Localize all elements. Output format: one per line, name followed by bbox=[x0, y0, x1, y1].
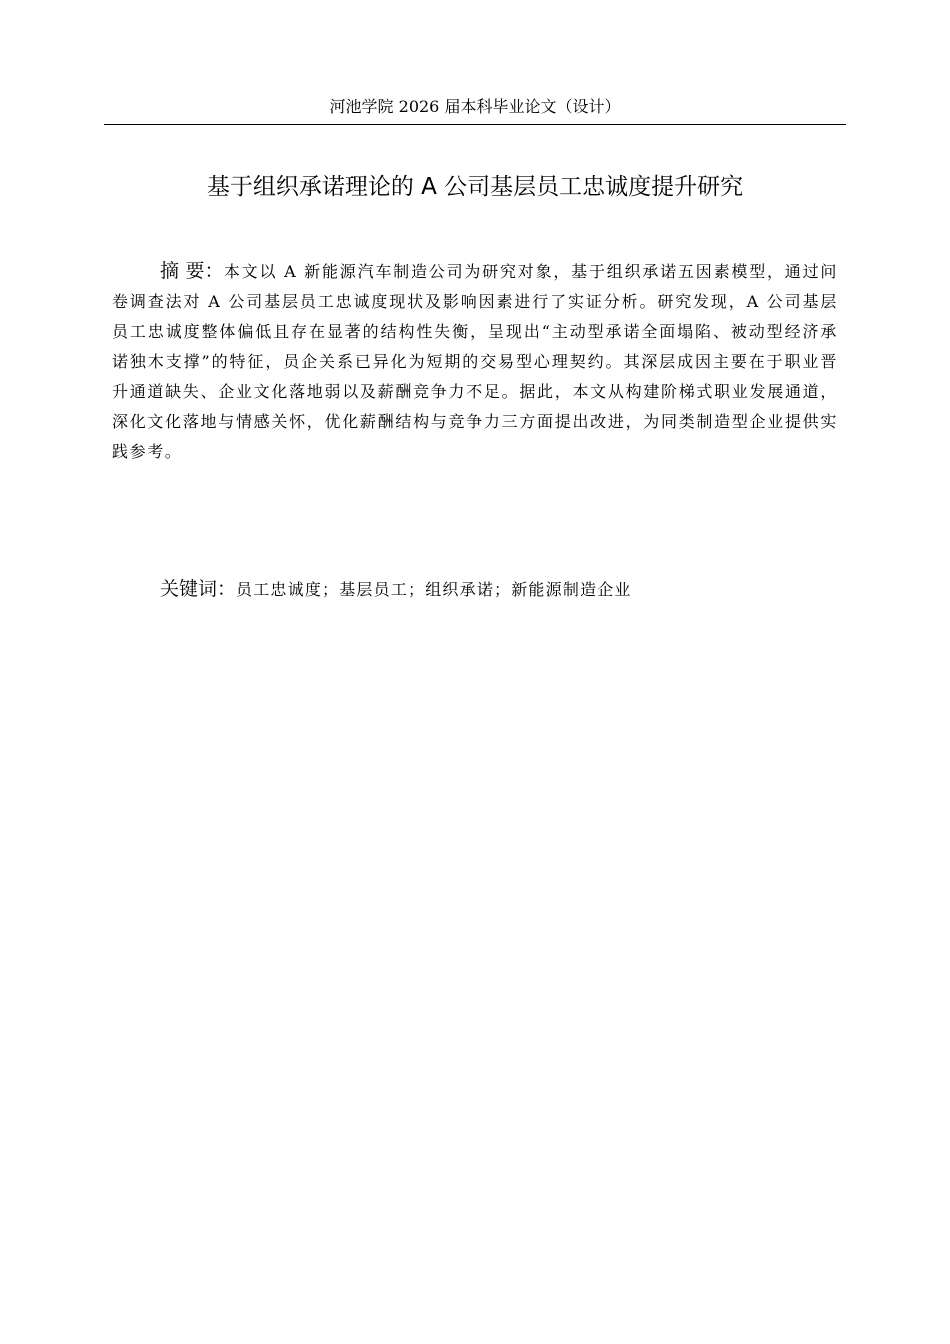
keywords bbox=[160, 574, 840, 605]
page-header: 河池学院 2026 届本科毕业论文（设计） bbox=[329, 97, 621, 116]
keywords-label: 关键词： bbox=[160, 578, 237, 600]
keywords-text: 员工忠诚度；基层员工；组织承诺；新能源制造企业 bbox=[236, 580, 632, 599]
abstract bbox=[112, 256, 838, 467]
abstract-label: 摘 要： bbox=[160, 260, 224, 282]
abstract-text: 本文以 A 新能源汽车制造公司为研究对象，基于组织承诺五因素模型，通过问卷调查法对 A 公司基层员工忠诚度现状及影响因素进行了实证分析。研究发现，A 公司基层员工忠诚度整体偏低且存在显著的结构性失衡，呈现出“主动型承诺全面塌陷、被动型经济承诺独木支撑”的特征，员企关系已异化为短期的交易型心理契约。其深层成因主要在于职业晋升通道缺失、企业文化落地弱以及薪酬竞争力不足。据此，本文从构建阶梯式职业发展通道，深化文化落地与情感关怀，优化薪酬结构与竞争力三方面提出改进，为同类制造型企业提供实践参考。 bbox=[112, 262, 838, 461]
paper-title: 基于组织承诺理论的 A 公司基层员工忠诚度提升研究 bbox=[206, 174, 744, 200]
header-rule bbox=[104, 124, 846, 125]
